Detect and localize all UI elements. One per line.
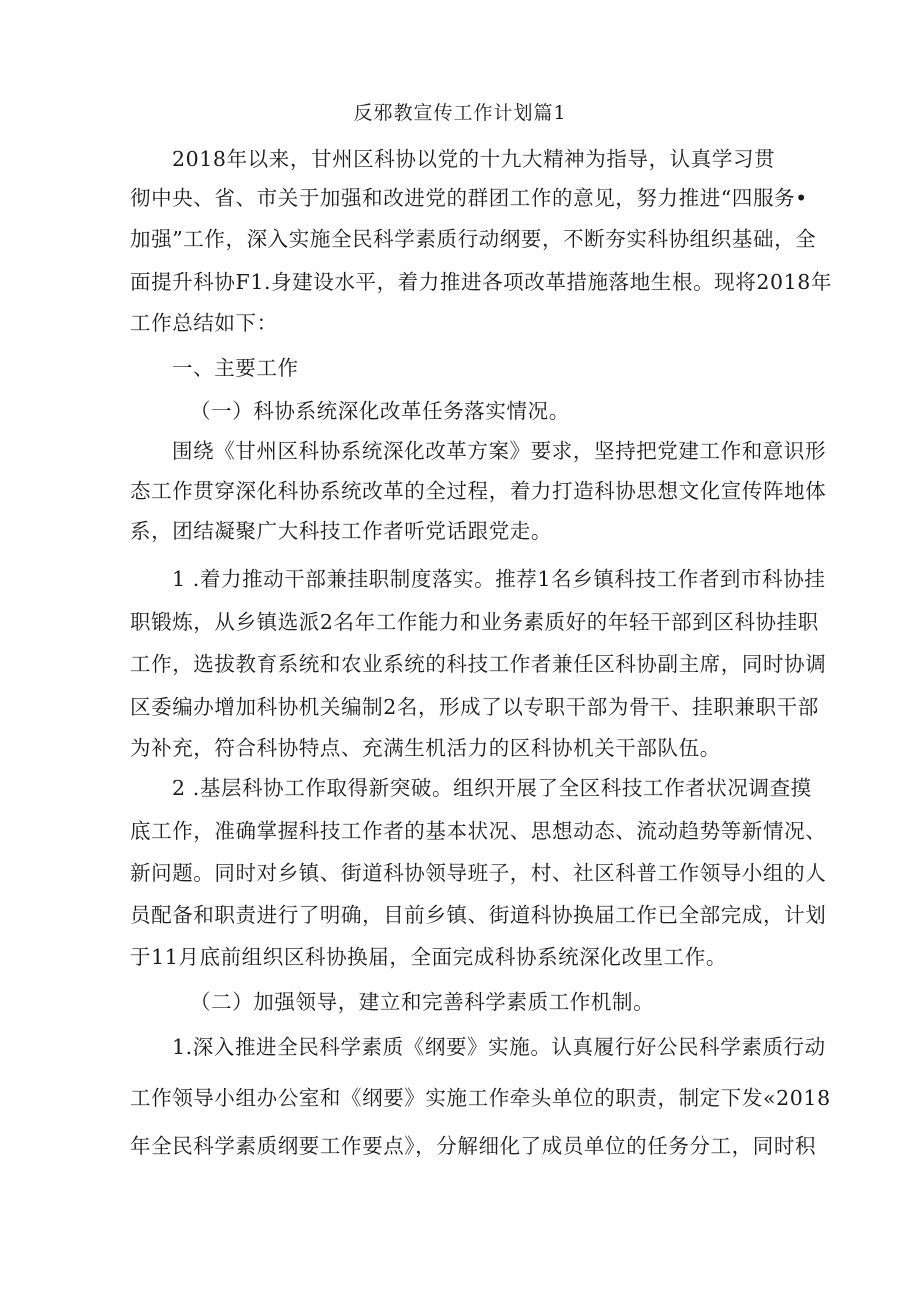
text-line: 1 .着力推动干部兼挂职制度落实。推荐1名乡镇科技工作者到市科协挂	[172, 567, 826, 591]
text-line: 年全民科学素质纲要工作要点》，分解细化了成员单位的任务分工，同时积	[130, 1134, 817, 1158]
text-line: 新问题。同时对乡镇、街道科协领导班子，村、社区科普工作领导小组的人	[130, 861, 827, 885]
text-line: 工作总结如下：	[130, 311, 278, 335]
text-line: 员配备和职责进行了明确，目前乡镇、街道科协换届工作已全部完成，计划	[130, 903, 827, 927]
text-line: 职锻炼，从乡镇选派2名年工作能力和业务素质好的年轻干部到区科协挂职	[130, 610, 819, 634]
text-line: 为补充，符合科协特点、充满生机活力的区科协机关干部队伍。	[130, 736, 721, 760]
text-line: 彻中央、省、市关于加强和改进党的群团工作的意见，努力推进“四服务•	[130, 186, 808, 210]
text-line: 底工作，准确掌握科技工作者的基本状况、思想动态、流动趋势等新情况、	[130, 819, 827, 843]
text-line: 2018年以来，甘州区科协以党的十九大精神为指导，认真学习贯	[172, 147, 776, 171]
text-line: 围绕《甘州区科协系统深化改革方案》要求，坚持把党建工作和意识形	[172, 439, 827, 463]
subsection-heading: （二）加强领导，建立和完善科学素质工作机制。	[190, 990, 655, 1014]
text-line: 态工作贯穿深化科协系统改革的全过程，着力打造科协思想文化宣传阵地体	[130, 479, 827, 503]
text-line: 加强”工作，深入实施全民科学素质行动纲要，不断夯实科协组织基础，全	[130, 227, 817, 251]
section-heading: 一、主要工作	[172, 356, 299, 380]
text-line: 2 .基层科协工作取得新突破。组织开展了全区科技工作者状况调查摸	[172, 776, 812, 800]
text-line: 1.深入推进全民科学素质《纲要》实施。认真履行好公民科学素质行动	[172, 1035, 826, 1059]
text-line: 系，团结凝聚广大科技工作者听党话跟党走。	[130, 519, 552, 543]
document-title: 反邪教宣传工作计划篇1	[353, 102, 567, 124]
text-line: 工作领导小组办公室和《纲要》实施工作牵头单位的职责，制定下发«2018	[130, 1086, 831, 1110]
text-line: 区委编办增加科协机关编制2名，形成了以专职干部为骨干、挂职兼职干部	[130, 695, 819, 719]
text-line: 于11月底前组织区科协换届，全面完成科协系统深化改里工作。	[130, 945, 727, 969]
text-line: 工作，选拔教育系统和农业系统的科技工作者兼任区科协副主席，同时协调	[130, 652, 827, 676]
subsection-heading: （一）科协系统深化改革任务落实情况。	[190, 399, 570, 423]
text-line: 面提升科协F1.身建设水平，着力推进各项改革措施落地生根。现将2018年	[130, 270, 833, 294]
